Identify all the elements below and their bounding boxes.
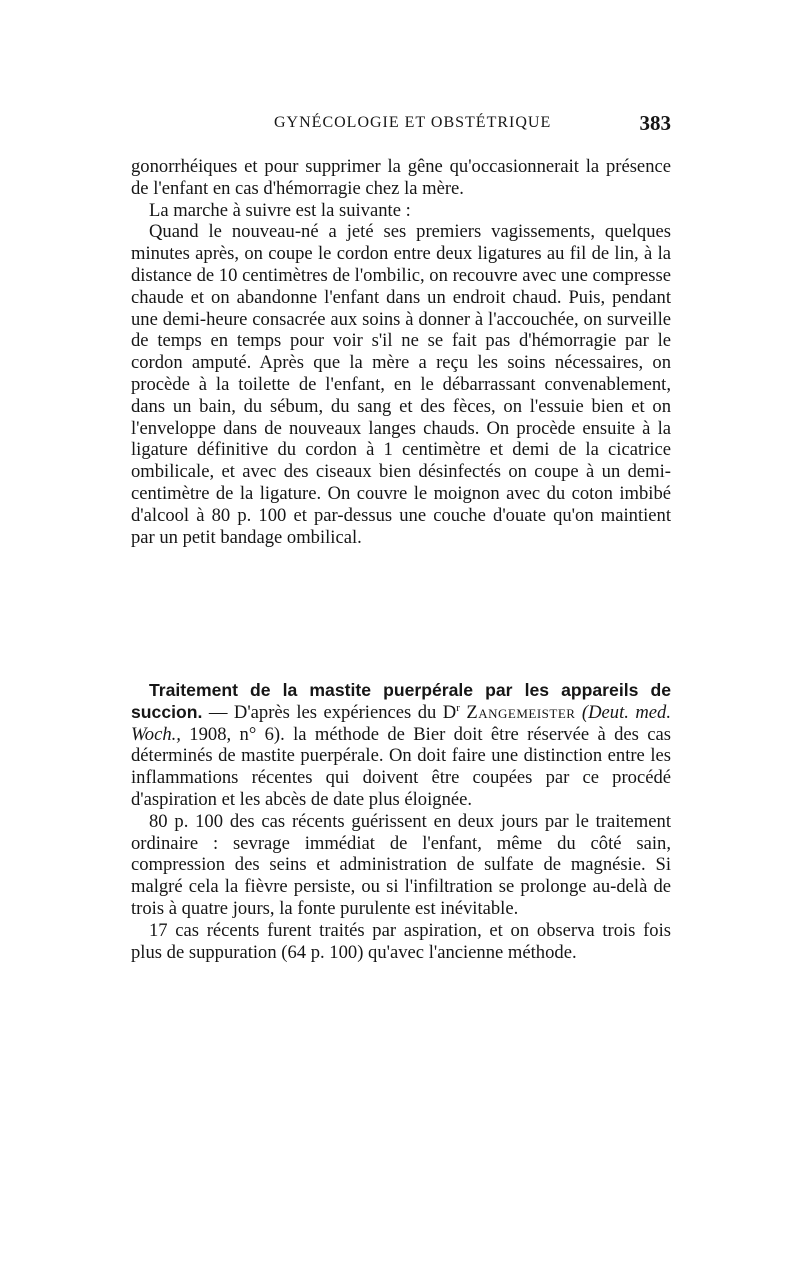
paragraph-article-lead: [131, 680, 671, 811]
page-number: 383: [639, 111, 671, 135]
intro-text: — D'après les expériences du D: [202, 701, 457, 723]
paragraph-treatment: 80 p. 100 des cas récents guérissent en deux jours par le traitement ordinaire : sevrage immédiat de l'enfant, même du côté sain, compression des seins et administration de sulfate de magnésie. Si malgré cela la fièvre persiste, ou si l'infiltration se prolonge au-delà de trois à quatre jours, la fonte purulente est inévitable.: [131, 810, 671, 919]
paragraph-continuation: gonorrhéiques et pour supprimer la gêne qu'occasionnerait la présence de l'enfant en cas d'hémorragie chez la mère.: [131, 156, 671, 199]
author-name: Zangemeister: [466, 701, 576, 723]
doctor-superscript: r: [456, 701, 460, 714]
page-header: [131, 111, 671, 140]
article-title: Traitement de la mastite puerpérale par les appareils de succion.: [131, 680, 671, 722]
section-umbilical-cord: [131, 156, 671, 548]
journal-citation: (Deut. med. Woch.,: [131, 701, 671, 745]
paragraph-results: 17 cas récents furent traités par aspiration, et on observa trois fois plus de suppuration (64 p. 100) qu'avec l'ancienne méthode.: [131, 919, 671, 963]
reference-text: 1908, n° 6). la méthode de Bier doit être réservée à des cas déterminés de mastite puerpérale. On doit faire une distinction entre les inflammations récentes qui doivent être coupées par ce procédé d'aspiration et les abcès de date plus éloignée.: [131, 723, 671, 810]
section-mastitis: [131, 680, 671, 963]
paragraph-procedure-intro: La marche à suivre est la suivante :: [149, 199, 411, 221]
running-title: GYNÉCOLOGIE ET OBSTÉTRIQUE: [274, 114, 552, 131]
paragraph-procedure: Quand le nouveau-né a jeté ses premiers vagissements, quelques minutes après, on coupe le cordon entre deux ligatures au fil de lin, à la distance de 10 centimètres de l'ombilic, on recouvre avec une compresse chaude et on abandonne l'enfant dans un endroit chaud. Puis, pendant une demi-heure consacrée aux soins à donner à l'accouchée, on surveille de temps en temps pour voir s'il ne se fait pas d'hémorragie par le cordon amputé. Après que la mère a reçu les soins nécessaires, on procède à la toilette de l'enfant, en le débarrassant convenablement, dans un bain, du sébum, du sang et des fèces, on l'essuie bien et on l'enveloppe dans de nouveaux langes chauds. On procède ensuite à la ligature définitive du cordon à 1 centimètre et demi de la cicatrice ombilicale, et avec des ciseaux bien désinfectés on coupe à un demi-centimètre de la ligature. On couvre le moignon avec du coton imbibé d'alcool à 80 p. 100 et par-dessus une couche d'ouate qu'on maintient par un petit bandage ombilical.: [131, 221, 671, 548]
